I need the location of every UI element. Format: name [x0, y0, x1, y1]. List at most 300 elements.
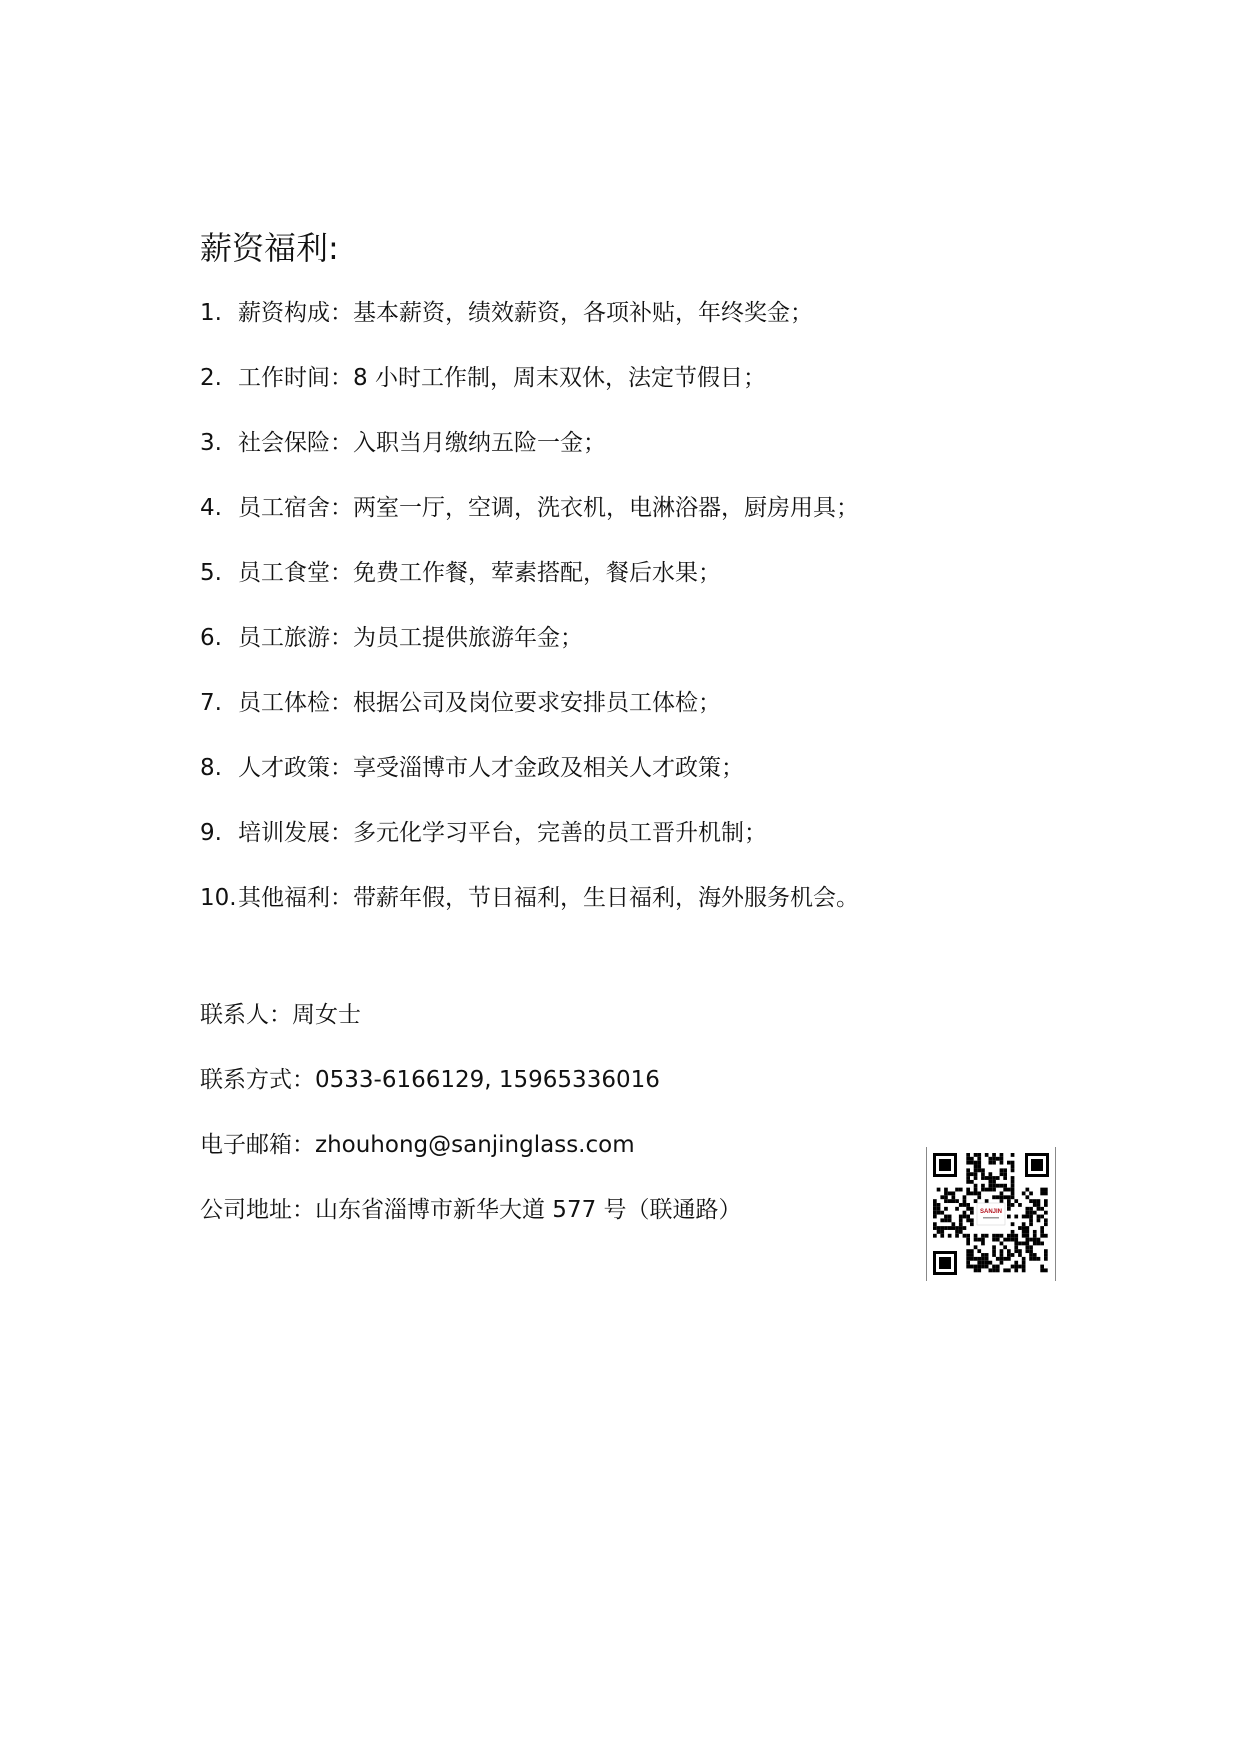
qr-module: [966, 1188, 970, 1192]
qr-module: [985, 1199, 989, 1203]
qr-module: [1040, 1188, 1044, 1192]
benefit-text: 员工宿舍：两室一厅，空调，洗衣机，电淋浴器，厨房用具；: [238, 495, 859, 521]
qr-module: [992, 1153, 996, 1157]
qr-module: [974, 1176, 978, 1180]
qr-module: [977, 1191, 981, 1195]
qr-center-logo: [977, 1203, 1005, 1225]
benefit-item-1: [200, 296, 859, 361]
qr-code: [926, 1147, 1056, 1281]
qr-module: [1026, 1249, 1030, 1253]
qr-module: [1000, 1172, 1004, 1176]
qr-module: [966, 1261, 970, 1265]
qr-module: [959, 1203, 963, 1207]
qr-module: [1044, 1222, 1048, 1226]
contact-phone: 联系方式：0533-6166129, 15965336016: [200, 1067, 660, 1093]
qr-module: [981, 1234, 985, 1238]
qr-module: [1037, 1242, 1041, 1246]
benefit-text: 员工旅游：为员工提供旅游年金；: [238, 625, 583, 651]
qr-module: [952, 1191, 956, 1195]
qr-module: [948, 1215, 952, 1219]
qr-module: [1007, 1238, 1011, 1242]
qr-module: [952, 1222, 956, 1226]
qr-module: [970, 1218, 974, 1222]
qr-module: [944, 1191, 948, 1195]
qr-module: [1029, 1211, 1033, 1215]
qr-module: [1011, 1176, 1015, 1180]
qr-module: [992, 1253, 996, 1257]
qr-module: [966, 1242, 970, 1246]
qr-module: [992, 1176, 996, 1180]
qr-module: [1022, 1268, 1026, 1272]
qr-module: [944, 1188, 948, 1192]
qr-module: [1007, 1249, 1011, 1253]
qr-module: [952, 1199, 956, 1203]
qr-module: [940, 1234, 944, 1238]
benefit-item-8: [200, 751, 859, 816]
qr-module: [966, 1153, 970, 1157]
qr-module: [933, 1199, 937, 1203]
qr-module: [1011, 1222, 1015, 1226]
qr-module: [974, 1265, 978, 1269]
qr-module: [1007, 1215, 1011, 1219]
qr-module: [1037, 1218, 1041, 1222]
benefit-item-4: [200, 491, 859, 556]
qr-module: [992, 1195, 996, 1199]
qr-module: [1040, 1226, 1044, 1230]
qr-module: [952, 1226, 956, 1230]
qr-module: [1000, 1253, 1004, 1257]
qr-module: [981, 1238, 985, 1242]
qr-module: [974, 1184, 978, 1188]
qr-module: [1033, 1199, 1037, 1203]
qr-module: [1037, 1215, 1041, 1219]
qr-module: [1018, 1226, 1022, 1230]
qr-module: [1044, 1257, 1048, 1261]
qr-module: [1044, 1268, 1048, 1272]
qr-module: [944, 1199, 948, 1203]
qr-module: [989, 1188, 993, 1192]
qr-module: [966, 1168, 970, 1172]
qr-module: [992, 1245, 996, 1249]
qr-module: [977, 1157, 981, 1161]
qr-module: [933, 1211, 937, 1215]
qr-module: [1011, 1168, 1015, 1172]
qr-module: [1037, 1199, 1041, 1203]
qr-module: [1000, 1234, 1004, 1238]
qr-module: [1033, 1203, 1037, 1207]
qr-module: [937, 1230, 941, 1234]
qr-module: [1026, 1211, 1030, 1215]
qr-module: [1029, 1199, 1033, 1203]
qr-module: [1029, 1215, 1033, 1219]
qr-module: [989, 1268, 993, 1272]
qr-module: [1029, 1222, 1033, 1226]
qr-module: [1000, 1249, 1004, 1253]
qr-module: [1014, 1242, 1018, 1246]
qr-module: [1011, 1153, 1015, 1157]
qr-module: [1000, 1191, 1004, 1195]
qr-module: [992, 1238, 996, 1242]
qr-module: [959, 1222, 963, 1226]
qr-module: [1033, 1230, 1037, 1234]
qr-module: [940, 1226, 944, 1230]
qr-module: [1033, 1257, 1037, 1261]
benefits-list: [200, 296, 859, 946]
qr-module: [977, 1168, 981, 1172]
qr-module: [1018, 1249, 1022, 1253]
qr-module: [1011, 1265, 1015, 1269]
qr-module: [970, 1161, 974, 1165]
qr-module: [1037, 1203, 1041, 1207]
qr-module: [944, 1195, 948, 1199]
qr-module: [981, 1261, 985, 1265]
qr-module: [996, 1184, 1000, 1188]
qr-module: [955, 1207, 959, 1211]
benefit-number: 6.: [200, 625, 222, 651]
qr-module: [992, 1161, 996, 1165]
qr-module: [974, 1172, 978, 1176]
qr-module: [977, 1257, 981, 1261]
qr-module: [966, 1172, 970, 1176]
qr-module: [1011, 1234, 1015, 1238]
qr-module: [1018, 1203, 1022, 1207]
benefit-text: 员工食堂：免费工作餐，荤素搭配，餐后水果；: [238, 560, 721, 586]
qr-module: [966, 1218, 970, 1222]
qr-module: [963, 1203, 967, 1207]
qr-module: [966, 1161, 970, 1165]
qr-module: [1003, 1195, 1007, 1199]
qr-module: [1029, 1245, 1033, 1249]
benefit-item-9: [200, 816, 859, 881]
qr-module: [985, 1176, 989, 1180]
qr-module: [989, 1261, 993, 1265]
qr-module: [996, 1234, 1000, 1238]
qr-module: [974, 1165, 978, 1169]
qr-module: [1029, 1218, 1033, 1222]
benefit-number: 10.: [200, 885, 237, 911]
qr-module: [1011, 1238, 1015, 1242]
qr-module: [974, 1238, 978, 1242]
qr-module: [948, 1218, 952, 1222]
qr-module: [1044, 1249, 1048, 1253]
benefit-number: 1.: [200, 300, 222, 326]
qr-module: [970, 1253, 974, 1257]
qr-module: [1040, 1265, 1044, 1269]
qr-module: [1014, 1261, 1018, 1265]
qr-finder-top-left: [933, 1153, 957, 1177]
qr-module: [1037, 1238, 1041, 1242]
qr-module: [1022, 1191, 1026, 1195]
qr-module: [940, 1195, 944, 1199]
qr-module: [1033, 1242, 1037, 1246]
qr-module: [1033, 1238, 1037, 1242]
qr-module: [985, 1265, 989, 1269]
qr-module: [1007, 1188, 1011, 1192]
svg-text:SANJIN: SANJIN: [979, 1209, 1003, 1215]
qr-module: [1040, 1207, 1044, 1211]
qr-module: [974, 1268, 978, 1272]
qr-module: [1022, 1230, 1026, 1234]
qr-module: [1026, 1226, 1030, 1230]
benefit-text: 薪资构成：基本薪资，绩效薪资，各项补贴，年终奖金；: [238, 300, 813, 326]
qr-module: [1007, 1203, 1011, 1207]
qr-module: [1026, 1238, 1030, 1242]
qr-module: [974, 1199, 978, 1203]
qr-module: [1044, 1203, 1048, 1207]
qr-module: [974, 1257, 978, 1261]
qr-module: [1014, 1238, 1018, 1242]
qr-module: [959, 1218, 963, 1222]
qr-module: [1026, 1215, 1030, 1219]
qr-finder-bottom-left: [933, 1251, 957, 1275]
page-title: 薪资福利:: [200, 229, 339, 267]
qr-module: [989, 1180, 993, 1184]
qr-module: [963, 1234, 967, 1238]
qr-module: [970, 1257, 974, 1261]
qr-module: [1029, 1191, 1033, 1195]
qr-module: [1000, 1153, 1004, 1157]
qr-module: [1000, 1199, 1004, 1203]
qr-module: [952, 1195, 956, 1199]
qr-module: [981, 1188, 985, 1192]
qr-module: [977, 1265, 981, 1269]
qr-module: [1044, 1191, 1048, 1195]
qr-module: [966, 1215, 970, 1219]
qr-module: [1003, 1245, 1007, 1249]
qr-module: [977, 1238, 981, 1242]
qr-module: [992, 1180, 996, 1184]
qr-module: [992, 1188, 996, 1192]
qr-module: [959, 1215, 963, 1219]
qr-module: [944, 1226, 948, 1230]
benefit-number: 4.: [200, 495, 222, 521]
qr-module: [937, 1207, 941, 1211]
qr-module: [940, 1211, 944, 1215]
qr-module: [970, 1157, 974, 1161]
qr-module: [1022, 1234, 1026, 1238]
qr-module: [981, 1184, 985, 1188]
qr-module: [1003, 1184, 1007, 1188]
qr-module: [985, 1234, 989, 1238]
qr-finder-top-right: [1025, 1153, 1049, 1177]
qr-module: [966, 1191, 970, 1195]
qr-module: [996, 1257, 1000, 1261]
qr-module: [1026, 1245, 1030, 1249]
qr-module: [1011, 1180, 1015, 1184]
qr-module: [977, 1249, 981, 1253]
qr-module: [933, 1207, 937, 1211]
qr-module: [1022, 1226, 1026, 1230]
qr-module: [944, 1207, 948, 1211]
qr-module: [1018, 1242, 1022, 1246]
qr-module: [1018, 1265, 1022, 1269]
qr-module: [948, 1226, 952, 1230]
qr-module: [1022, 1222, 1026, 1226]
qr-module: [981, 1253, 985, 1257]
qr-module: [963, 1215, 967, 1219]
qr-module: [955, 1226, 959, 1230]
qr-module: [1026, 1188, 1030, 1192]
qr-code-image: [927, 1147, 1055, 1281]
qr-module: [1000, 1161, 1004, 1165]
qr-module: [974, 1234, 978, 1238]
qr-module: [981, 1176, 985, 1180]
qr-module: [948, 1234, 952, 1238]
qr-module: [955, 1230, 959, 1234]
qr-module: [966, 1249, 970, 1253]
qr-module: [1029, 1253, 1033, 1257]
qr-module: [1029, 1249, 1033, 1253]
qr-module: [1044, 1199, 1048, 1203]
qr-module: [985, 1188, 989, 1192]
qr-module: [989, 1172, 993, 1176]
qr-module: [977, 1165, 981, 1169]
qr-module: [966, 1265, 970, 1269]
benefit-number: 5.: [200, 560, 222, 586]
qr-module: [940, 1218, 944, 1222]
qr-module: [1014, 1268, 1018, 1272]
benefit-number: 7.: [200, 690, 222, 716]
qr-module: [989, 1157, 993, 1161]
qr-module: [1007, 1253, 1011, 1257]
qr-module: [959, 1226, 963, 1230]
qr-module: [933, 1215, 937, 1219]
qr-module: [992, 1268, 996, 1272]
qr-module: [1040, 1268, 1044, 1272]
benefit-number: 9.: [200, 820, 222, 846]
qr-module: [970, 1249, 974, 1253]
qr-module: [1033, 1234, 1037, 1238]
qr-module: [955, 1199, 959, 1203]
qr-module: [985, 1257, 989, 1261]
qr-module: [933, 1234, 937, 1238]
qr-module: [1007, 1268, 1011, 1272]
qr-module: [1022, 1261, 1026, 1265]
qr-module: [966, 1157, 970, 1161]
qr-module: [970, 1265, 974, 1269]
qr-module: [948, 1199, 952, 1203]
qr-module: [937, 1226, 941, 1230]
qr-module: [1003, 1176, 1007, 1180]
qr-module: [966, 1180, 970, 1184]
qr-module: [1011, 1165, 1015, 1169]
qr-module: [937, 1203, 941, 1207]
qr-module: [937, 1211, 941, 1215]
qr-module: [966, 1203, 970, 1207]
qr-module: [963, 1211, 967, 1215]
benefit-text: 人才政策：享受淄博市人才金政及相关人才政策；: [238, 755, 744, 781]
qr-module: [1011, 1253, 1015, 1257]
qr-module: [933, 1203, 937, 1207]
qr-module: [955, 1234, 959, 1238]
qr-module: [1022, 1215, 1026, 1219]
qr-module: [959, 1188, 963, 1192]
benefit-item-2: [200, 361, 859, 426]
benefit-text: 社会保险：入职当月缴纳五险一金；: [238, 430, 606, 456]
qr-module: [1003, 1168, 1007, 1172]
qr-module: [959, 1230, 963, 1234]
qr-module: [970, 1211, 974, 1215]
qr-module: [1029, 1207, 1033, 1211]
qr-module: [1000, 1257, 1004, 1261]
qr-module: [966, 1238, 970, 1242]
contact-address: 公司地址：山东省淄博市新华大道 577 号（联通路）: [200, 1197, 742, 1223]
qr-module: [1003, 1268, 1007, 1272]
qr-module: [1007, 1161, 1011, 1165]
qr-module: [1011, 1184, 1015, 1188]
qr-module: [966, 1253, 970, 1257]
qr-module: [1003, 1257, 1007, 1261]
qr-module: [1022, 1242, 1026, 1246]
qr-module: [1026, 1234, 1030, 1238]
qr-module: [1011, 1195, 1015, 1199]
qr-module: [992, 1184, 996, 1188]
qr-module: [1014, 1234, 1018, 1238]
qr-module: [963, 1199, 967, 1203]
qr-module: [985, 1153, 989, 1157]
qr-module: [1014, 1245, 1018, 1249]
benefit-number: 8.: [200, 755, 222, 781]
qr-module: [1044, 1218, 1048, 1222]
benefit-text: 员工体检：根据公司及岗位要求安排员工体检；: [238, 690, 721, 716]
qr-module: [977, 1195, 981, 1199]
qr-module: [977, 1268, 981, 1272]
benefit-text: 工作时间：8 小时工作制，周末双休，法定节假日；: [238, 365, 766, 391]
qr-module: [1044, 1253, 1048, 1257]
qr-module: [1022, 1257, 1026, 1261]
qr-module: [1044, 1188, 1048, 1192]
qr-module: [989, 1184, 993, 1188]
benefit-item-10: [200, 881, 859, 946]
benefit-text: 培训发展：多元化学习平台，完善的员工晋升机制；: [238, 820, 767, 846]
qr-module: [966, 1176, 970, 1180]
qr-module: [974, 1161, 978, 1165]
qr-module: [1000, 1242, 1004, 1246]
qr-module: [970, 1191, 974, 1195]
qr-module: [1040, 1230, 1044, 1234]
qr-module: [1026, 1242, 1030, 1246]
qr-module: [1007, 1207, 1011, 1211]
benefit-number: 3.: [200, 430, 222, 456]
qr-module: [996, 1195, 1000, 1199]
qr-module: [944, 1218, 948, 1222]
qr-module: [963, 1195, 967, 1199]
contact-block: [200, 998, 742, 1258]
qr-module: [992, 1157, 996, 1161]
qr-module: [1011, 1203, 1015, 1207]
qr-module: [933, 1226, 937, 1230]
qr-module: [977, 1161, 981, 1165]
qr-module: [1018, 1253, 1022, 1257]
qr-module: [981, 1265, 985, 1269]
qr-module: [1037, 1257, 1041, 1261]
qr-module: [1000, 1261, 1004, 1265]
qr-module: [1026, 1195, 1030, 1199]
qr-module: [963, 1226, 967, 1230]
qr-module: [974, 1188, 978, 1192]
qr-module: [981, 1168, 985, 1172]
qr-module: [1044, 1211, 1048, 1215]
qr-module: [992, 1234, 996, 1238]
benefit-text: 其他福利：带薪年假，节日福利，生日福利，海外服务机会。: [238, 885, 859, 911]
qr-module: [974, 1168, 978, 1172]
qr-module: [996, 1265, 1000, 1269]
qr-module: [977, 1261, 981, 1265]
benefit-item-7: [200, 686, 859, 751]
qr-module: [989, 1176, 993, 1180]
qr-module: [977, 1153, 981, 1157]
qr-module: [996, 1238, 1000, 1242]
